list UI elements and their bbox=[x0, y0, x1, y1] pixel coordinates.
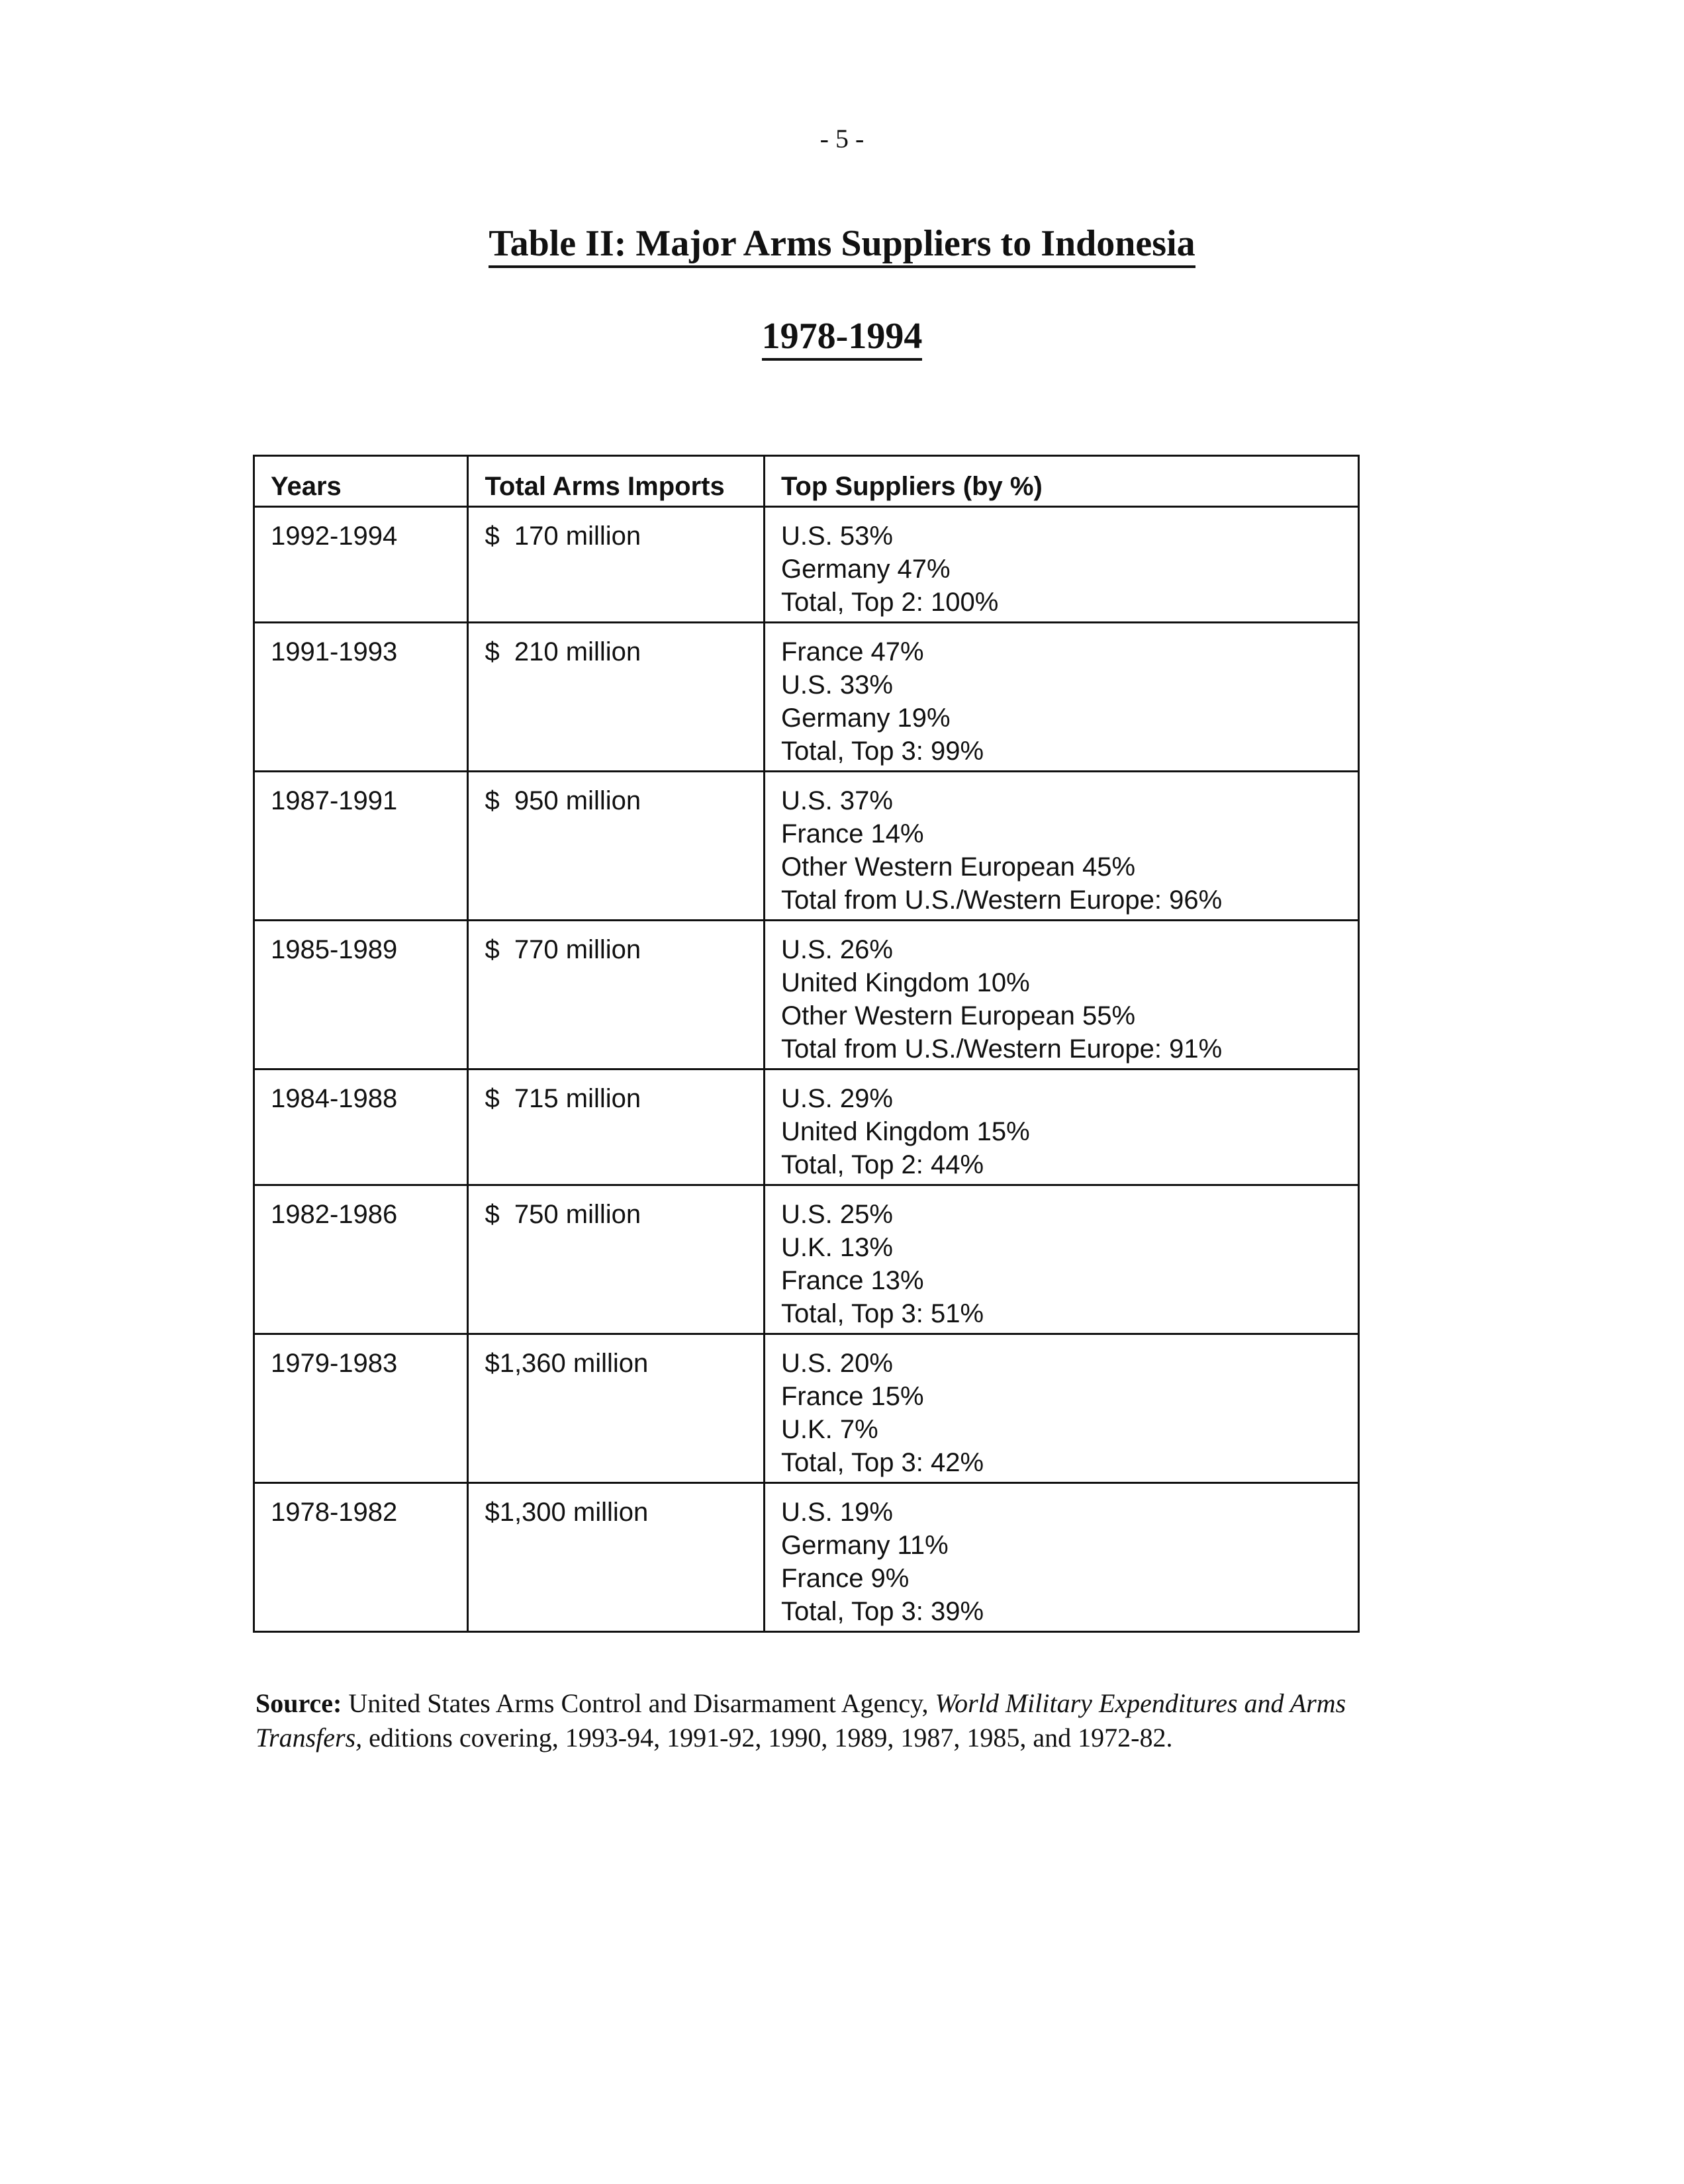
table-title bbox=[0, 222, 1684, 265]
supplier-line: U.S. 53% bbox=[780, 522, 893, 551]
cell-top-suppliers bbox=[764, 1069, 1358, 1185]
table-header-row bbox=[254, 456, 1359, 507]
source-note bbox=[256, 1686, 1374, 1755]
cell-total-arms-imports: $ 210 million bbox=[468, 623, 765, 772]
cell-top-suppliers bbox=[764, 507, 1358, 623]
supplier-line: France 9% bbox=[780, 1564, 910, 1593]
table-row bbox=[254, 1483, 1359, 1632]
cell-top-suppliers bbox=[764, 1185, 1358, 1334]
page-number: - 5 - bbox=[819, 124, 865, 154]
cell-top-suppliers bbox=[764, 1483, 1358, 1632]
supplier-line: U.S. 26% bbox=[780, 935, 893, 964]
source-text-before: United States Arms Control and Disarmament Agency, bbox=[342, 1688, 935, 1718]
table-row bbox=[254, 772, 1359, 921]
cell-top-suppliers bbox=[764, 921, 1358, 1069]
supplier-line: Total, Top 3: 99% bbox=[780, 737, 984, 766]
supplier-line: U.S. 37% bbox=[780, 786, 893, 815]
supplier-line: Other Western European 55% bbox=[780, 1001, 1136, 1030]
table-row bbox=[254, 921, 1359, 1069]
source-publication: World Military Expenditures and Arms Transfers, bbox=[256, 1688, 1346, 1752]
cell-years: 1987-1991 bbox=[254, 772, 468, 921]
cell-years: 1991-1993 bbox=[254, 623, 468, 772]
supplier-line: Total, Top 2: 100% bbox=[780, 588, 999, 617]
cell-years: 1984-1988 bbox=[254, 1069, 468, 1185]
supplier-line: Total from U.S./Western Europe: 96% bbox=[780, 886, 1223, 915]
cell-total-arms-imports: $ 770 million bbox=[468, 921, 765, 1069]
supplier-line: U.S. 33% bbox=[780, 670, 893, 700]
source-label: Source: bbox=[256, 1688, 342, 1718]
table-row bbox=[254, 1069, 1359, 1185]
supplier-line: Germany 47% bbox=[780, 555, 951, 584]
supplier-line: Total, Top 3: 42% bbox=[780, 1448, 984, 1477]
cell-total-arms-imports: $ 950 million bbox=[468, 772, 765, 921]
cell-total-arms-imports: $ 750 million bbox=[468, 1185, 765, 1334]
table-subtitle-text: 1978-1994 bbox=[762, 316, 923, 361]
header-top-suppliers: Top Suppliers (by %) bbox=[764, 456, 1358, 507]
header-years: Years bbox=[254, 456, 468, 507]
header-total-arms-imports: Total Arms Imports bbox=[468, 456, 765, 507]
supplier-line: Total from U.S./Western Europe: 91% bbox=[780, 1034, 1223, 1064]
arms-suppliers-table bbox=[253, 455, 1360, 1633]
cell-top-suppliers bbox=[764, 1334, 1358, 1483]
table-row bbox=[254, 1334, 1359, 1483]
cell-years: 1992-1994 bbox=[254, 507, 468, 623]
supplier-line: Total, Top 3: 51% bbox=[780, 1299, 984, 1328]
cell-total-arms-imports: $ 715 million bbox=[468, 1069, 765, 1185]
supplier-line: Total, Top 3: 39% bbox=[780, 1597, 984, 1626]
cell-total-arms-imports: $1,360 million bbox=[468, 1334, 765, 1483]
source-text-after: editions covering, 1993-94, 1991-92, 1990, 1989, 1987, 1985, and 1972-82. bbox=[362, 1723, 1173, 1752]
table-row bbox=[254, 623, 1359, 772]
supplier-line: U.K. 13% bbox=[780, 1233, 893, 1262]
cell-years: 1978-1982 bbox=[254, 1483, 468, 1632]
cell-top-suppliers bbox=[764, 772, 1358, 921]
table-row bbox=[254, 507, 1359, 623]
table-body bbox=[254, 507, 1359, 1632]
supplier-line: Germany 19% bbox=[780, 704, 951, 733]
supplier-line: U.S. 29% bbox=[780, 1084, 893, 1113]
supplier-line: France 14% bbox=[780, 819, 924, 848]
supplier-line: Total, Top 2: 44% bbox=[780, 1150, 984, 1179]
cell-years: 1982-1986 bbox=[254, 1185, 468, 1334]
cell-total-arms-imports: $ 170 million bbox=[468, 507, 765, 623]
supplier-line: United Kingdom 10% bbox=[780, 968, 1030, 997]
supplier-line: U.S. 25% bbox=[780, 1200, 893, 1229]
table-row bbox=[254, 1185, 1359, 1334]
cell-top-suppliers bbox=[764, 623, 1358, 772]
table-subtitle bbox=[0, 315, 1684, 357]
supplier-line: France 13% bbox=[780, 1266, 924, 1295]
cell-years: 1979-1983 bbox=[254, 1334, 468, 1483]
supplier-line: U.S. 20% bbox=[780, 1349, 893, 1378]
table-title-text: Table II: Major Arms Suppliers to Indonesia bbox=[489, 223, 1195, 268]
cell-years: 1985-1989 bbox=[254, 921, 468, 1069]
supplier-line: Germany 11% bbox=[780, 1531, 949, 1560]
supplier-line: France 47% bbox=[780, 637, 924, 666]
supplier-line: U.K. 7% bbox=[780, 1415, 878, 1444]
supplier-line: Other Western European 45% bbox=[780, 852, 1136, 882]
cell-total-arms-imports: $1,300 million bbox=[468, 1483, 765, 1632]
supplier-line: U.S. 19% bbox=[780, 1498, 893, 1527]
supplier-line: United Kingdom 15% bbox=[780, 1117, 1030, 1146]
supplier-line: France 15% bbox=[780, 1382, 924, 1411]
